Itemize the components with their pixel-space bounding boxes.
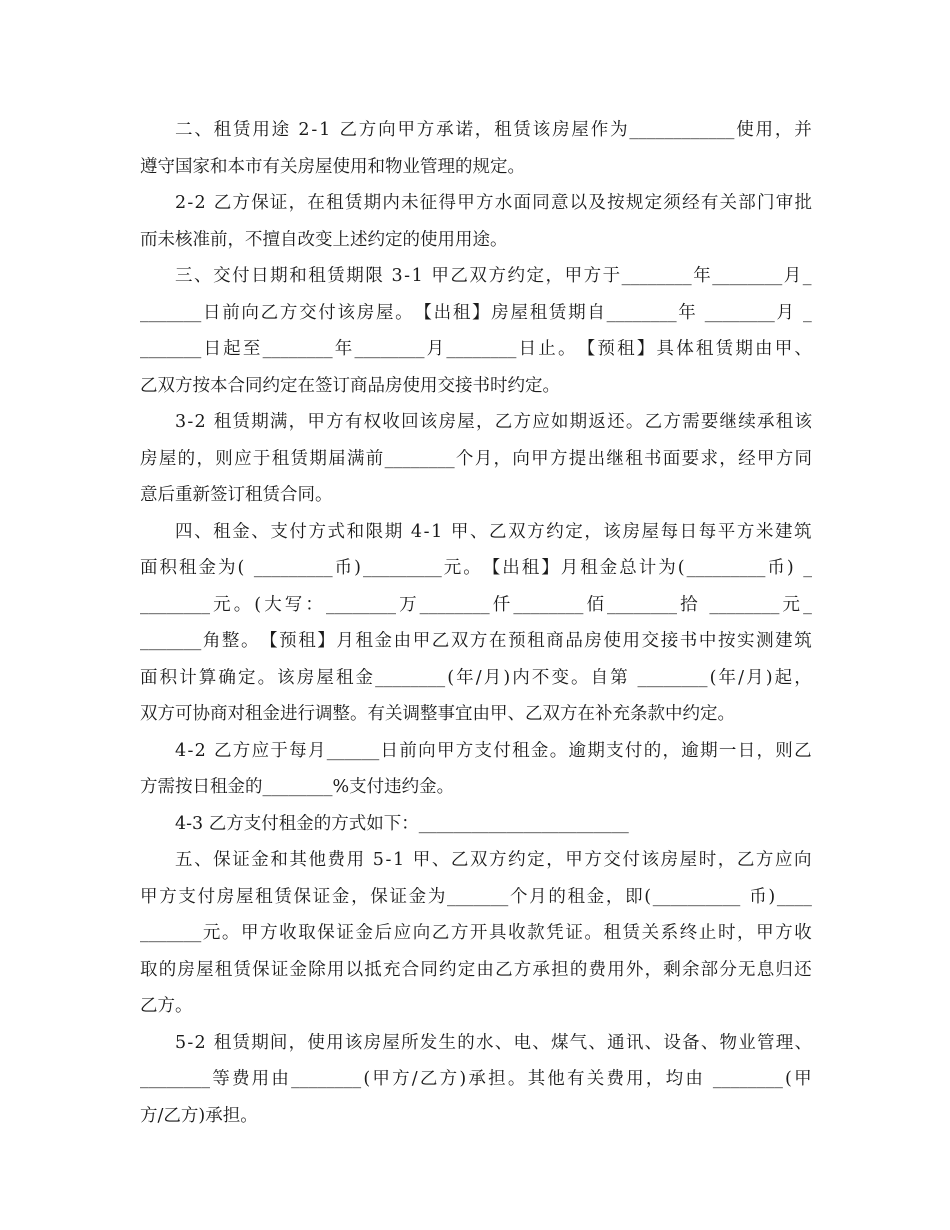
paragraph-line: 甲 方 支 付 房 屋 租 赁 保 证 金 ， 保 证 金 为 _______ 个 月 的 租 金 ， 即 ( __________ 币 ) ____ [140,886,812,907]
paragraph-line: _______ 元 。 甲 方 收 取 保 证 金 后 应 向 乙 方 开 具 收 款 凭 证 。 租 赁 关 系 终 止 时 ， 甲 方 收 [140,923,812,943]
paragraph-line: 4-3 乙方支付租金的方式如下：________________________ [175,813,629,834]
paragraph-line: 五 、 保 证 金 和 其 他 费 用 5 - 1 甲 、 乙 双 方 约 定 ， 甲 方 交 付 该 房 屋 时 ， 乙 方 应 向 [175,850,812,870]
paragraph [140,258,812,404]
paragraph-line: 乙双方按本合同约定在签订商品房使用交接书时约定。 [140,375,560,396]
paragraph [140,806,812,843]
paragraph-line: 遵守国家和本市有关房屋使用和物业管理的规定。 [140,156,525,177]
paragraph-line: 方需按日租金的________%支付违约金。 [140,777,455,797]
paragraph-line: 房 屋 的 ， 则 应 于 租 赁 期 届 满 前 ________ 个 月 ， 向 甲 方 提 出 继 租 书 面 要 求 ， 经 甲 方 同 [140,448,812,469]
paragraph-line: 四 、 租 金 、 支 付 方 式 和 限 期 4 - 1 甲 、 乙 双 方 约 定 ， 该 房 屋 每 日 每 平 方 米 建 筑 [175,521,812,542]
paragraph-line: 5 - 2 租 赁 期 间 ， 使 用 该 房 屋 所 发 生 的 水 、 电 、 煤 气 、 通 讯 、 设 备 、 物 业 管 理 、 [175,1032,812,1053]
paragraph [140,404,812,514]
paragraph-line: 三 、 交 付 日 期 和 租 赁 期 限 3 - 1 甲 乙 双 方 约 定 ， 甲 方 于 ________ 年 ________ 月 _ [175,266,812,286]
paragraph-line: ________ 元 。 ( 大 写 ： ________ 万 ________ 仟 ________ 佰 ________ 拾 ________ 元 _ [140,594,812,615]
paragraph [140,514,812,733]
paragraph-line: _______ 日 前 向 乙 方 交 付 该 房 屋 。 【 出 租 】 房 屋 租 赁 期 自 ________ 年 ________ 月 _ [140,302,812,323]
paragraph-line: ________ 等 费 用 由 ________ ( 甲 方 / 乙 方 ) 承 担 。 其 他 有 关 费 用 ， 均 由 ________ ( 甲 [140,1069,812,1089]
paragraph-line: 3 - 2 租 赁 期 满 ， 甲 方 有 权 收 回 该 房 屋 ， 乙 方 应 如 期 返 还 。 乙 方 需 要 继 续 承 租 该 [175,412,812,432]
paragraph-line: 面 积 租 金 为 ( _________ 币 ) _________ 元 。 【 出 租 】 月 租 金 总 计 为 ( _________ 币 ) _ [140,558,812,578]
paragraph-line: 方/乙方)承担。 [140,1105,258,1126]
paragraph [140,112,812,185]
paragraph-line: 双方可协商对租金进行调整。有关调整事宜由甲、乙双方在补充条款中约定。 [140,704,735,724]
paragraph-line: 面 积 计 算 确 定 。 该 房 屋 租 金 ________ ( 年 / 月 ) 内 不 变 。 自 第 ________ ( 年 / 月 ) 起 ， [140,667,812,688]
paragraph-line: _______ 角 整 。 【 预 租 】 月 租 金 由 甲 乙 双 方 在 预 租 商 品 房 使 用 交 接 书 中 按 实 测 建 筑 [140,631,812,651]
paragraph-line: 4 - 2 乙 方 应 于 每 月 ______ 日 前 向 甲 方 支 付 租 金 。 逾 期 支 付 的 ， 逾 期 一 日 ， 则 乙 [175,740,812,761]
paragraph [140,842,812,1025]
paragraph [140,733,812,806]
paragraph [140,185,812,258]
paragraph-line: 而未核准前，不擅自改变上述约定的使用用途。 [140,229,508,250]
paragraph-line: 乙方。 [140,996,193,1016]
contract-page [140,112,812,1134]
paragraph-line: 意后重新签订租赁合同。 [140,485,333,505]
paragraph [140,1025,812,1135]
paragraph-line: 二 、 租 赁 用 途 2 - 1 乙 方 向 甲 方 承 诺 ， 租 赁 该 房 屋 作 为 ____________ 使 用 ， 并 [175,120,812,140]
paragraph-line: 取 的 房 屋 租 赁 保 证 金 除 用 以 抵 充 合 同 约 定 由 乙 方 承 担 的 费 用 外 ， 剩 余 部 分 无 息 归 还 [140,959,812,980]
paragraph-line: 2 - 2 乙 方 保 证 ， 在 租 赁 期 内 未 征 得 甲 方 水 面 同 意 以 及 按 规 定 须 经 有 关 部 门 审 批 [175,193,812,213]
paragraph-line: _______ 日 起 至 ________ 年 ________ 月 ________ 日 止 。 【 预 租 】 具 体 租 赁 期 由 甲 、 [140,339,812,359]
